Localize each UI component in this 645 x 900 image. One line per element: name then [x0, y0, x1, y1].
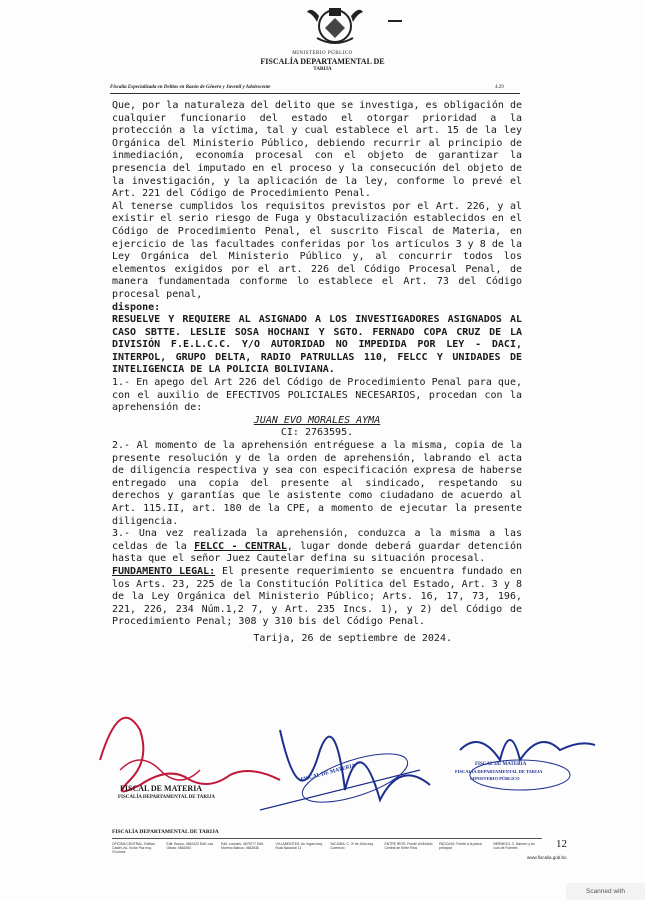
item-3-text-a: 3.- Una vez realizada la aprehensión, conduzca a la misma a las celdas de la [112, 528, 522, 552]
right-signature-org: FISCALÍA DEPARTAMENTAL DE TARIJA [455, 769, 543, 774]
document-body [112, 100, 522, 646]
item-3 [112, 528, 522, 566]
institution-line3: TARIJA [313, 67, 332, 72]
item-3-text-b: , lugar donde deberá guardar detención hasta que el señor Juez Cautelar defina su situación procesal. [112, 540, 522, 565]
office-subheader: Fiscalía Especializada en Delitos en Razón de Género y Juvenil y Adolescente [110, 85, 271, 90]
left-signature-org: FISCALÍA DEPARTAMENTAL DE TARIJA [118, 795, 216, 800]
item-1: 1.- En apego del Art 226 del Código de Procedimiento Penal para que, con el auxilio de EFECTIVOS POLICIALES NECESARIOS, procedan con la aprehensión de: [112, 377, 522, 414]
middle-signature-title: FISCAL DE MATERIA [300, 762, 357, 784]
right-signature-title: FISCAL DE MATERIA [475, 762, 527, 767]
dispone-label: dispone: [112, 301, 161, 313]
header-rule [110, 93, 520, 94]
item-2: 2.- Al momento de la aprehensión entréguese a la misma, copia de la presente resolución y de la orden de aprehensión, labrando el acta de diligencia respectiva y sea con especificación expresa de haberse entregado una copia del presente al sindicado, respetando su derechos y garantías que le asistente como ciudadano de acuerdo al Art. 115.II, art. 180 de la CPE, a momento de ejecutar la presente diligencia. [112, 440, 522, 527]
letterhead [0, 0, 645, 90]
reference-number: 4.29 [495, 85, 504, 90]
fundamento-legal [112, 566, 522, 629]
institution-line1: MINISTERIO PÚBLICO [292, 51, 353, 56]
footer-title: FISCALÍA DEPARTAMENTAL DE TARIJA [112, 829, 219, 835]
coat-of-arms-icon [305, 2, 365, 46]
institution-line2: FISCALÍA DEPARTAMENTAL DE [260, 57, 385, 66]
accused-name: JUAN EVO MORALES AYMA [253, 414, 381, 426]
header-dash [388, 20, 402, 22]
footer-col-2: Edif. Bonus: 4652422 Edif. Las Olivas: 4662400 [166, 842, 214, 851]
footer-col-6: ENTRE RÍOS: Frente al Módulo Central de Entre Ríos [384, 842, 433, 851]
footer-col-3: Edif. Lourdes: 4679277 Edif. Moreno Blanco: 4662636 [221, 842, 264, 851]
footer-rule [112, 838, 542, 839]
resuelve-paragraph: RESUELVE Y REQUIERE AL ASIGNADO A LOS INVESTIGADORES ASIGNADOS AL CASO SBTTE. LESLIE SOSA HOCHANI Y SGTO. FERNADO COPA CRUZ DE LA DIVISIÓN F.E.L.C.C. Y/O AUTORIDAD NO IMPEDIDA POR LEY - DACI, INTERPOL, GRUPO DELTA, RADIO PATRULLAS 110, FELCC Y UNIDADES DE INTELIGENCIA DE LA POLICIA BOLIVIANA. [112, 314, 522, 376]
paragraph-1: Que, por la naturaleza del delito que se investiga, es obligación de cualquier funcionario del estado el otorgar prioridad a la protección a la víctima, tal y cual establece el art. 15 de la ley Orgánica del Ministerio Público, debiendo recurrir al principio de inmediación, economía procesal con el objeto de garantizar la presencia del imputado en el proceso y la consecución del objeto de la investigación, y la aplicación de la ley, conforme lo prevé el Art. 221 del Código de Procedimiento Penal. [112, 100, 522, 200]
left-signature-scrawl [100, 718, 280, 792]
accused-ci: CI: 2763595. [280, 427, 354, 439]
scanner-badge: Scanned with [566, 883, 645, 900]
footer-col-1: OFICINA CENTRAL: Edificio Castel, Av. Víctor Paz esq. O'connor [112, 842, 156, 855]
footer-addresses [112, 842, 542, 855]
date-line: Tarija, 26 de septiembre de 2024. [253, 632, 452, 644]
item-3-place: FELCC - CENTRAL [194, 540, 287, 552]
left-signature-title: FISCAL DE MATERIA [120, 784, 203, 793]
fundamento-label: FUNDAMENTO LEGAL: [112, 565, 216, 577]
footer-col-7: PADCAYA: Frente a la plaza principal [439, 842, 482, 851]
footer-col-8: BERMEJO: C. Barrero y Av. Luis de Fuentes [493, 842, 536, 851]
footer-col-4: VILLAMONTES: Av. Ingavi esq. Ruta Nacional 11 [275, 842, 323, 851]
footer-website: www.fiscalia.gob.bo [527, 855, 567, 860]
right-signature-org2: MINISTERIO PÚBLICO [470, 776, 520, 781]
page-number: 12 [556, 838, 567, 850]
paragraph-2: Al tenerse cumplidos los requisitos previstos por el Art. 226, y al existir el serio riesgo de Fuga y Obstaculización establecidos en el Código de Procedimiento Penal, el suscrito Fiscal de Materia, en ejercicio de las facultades conferidas por los artículos 3 y 8 de la Ley Orgánica del Ministerio Público y, al concurrir todos los elementos exigidos por el art. 226 del Código Procesal Penal, de manera fundamentada conforme lo establece el Art. 73 del Código procesal penal, [112, 200, 522, 300]
fundamento-text: El presente requerimiento se encuentra fundado en los Arts. 23, 225 de la Constitución Política del Estado, Art. 3 y 8 de la Ley Orgánica del Ministerio Público; Arts. 16, 17, 73, 196, 221, 226, 234 Núm.1,2 7, y Art. 235 Incs. 1), y 2) del Código de Procedimiento Penal; 308 y 310 bis del Código Penal. [112, 565, 522, 628]
right-signature-scrawl [460, 740, 595, 760]
footer-col-5: YACUIBA: C. 3º de Julio esq. Comercio [330, 842, 374, 851]
